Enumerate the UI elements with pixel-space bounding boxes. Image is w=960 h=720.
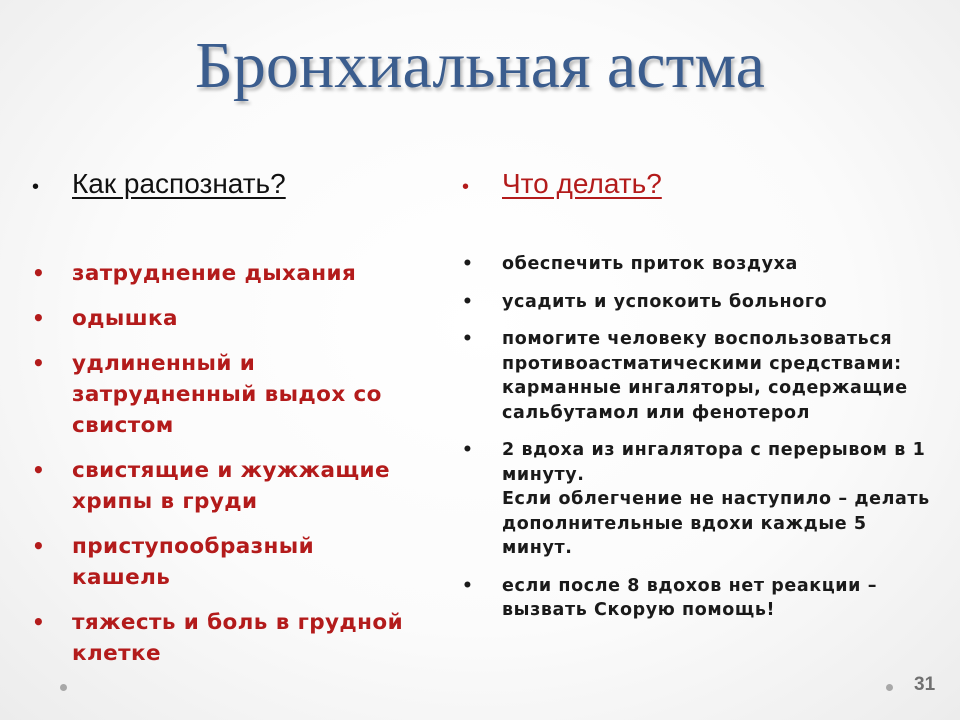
decorative-dot-icon <box>60 684 67 691</box>
list-item <box>32 258 462 289</box>
action-text: усадить и успокоить больного <box>502 291 828 312</box>
bullet-icon: • <box>32 610 46 634</box>
left-heading-text: Как распознать? <box>72 168 286 199</box>
list-item <box>462 574 948 623</box>
symptom-list <box>32 258 462 683</box>
slide-title: Бронхиальная астма <box>195 29 765 102</box>
action-text: 2 вдоха из ингалятора с перерывом в 1 минуту. Если облегчение не наступило – делать дополнительные вдохи каждые 5 минут. <box>502 440 930 558</box>
list-item <box>462 290 948 315</box>
decorative-dot-icon <box>886 684 893 691</box>
bullet-icon: • <box>32 351 46 375</box>
list-item <box>32 531 462 593</box>
symptom-text: приступообразный кашель <box>72 534 315 590</box>
list-item <box>32 607 462 669</box>
list-item <box>32 303 462 334</box>
symptom-text: затруднение дыхания <box>72 261 357 286</box>
symptom-text: свистящие и жужжащие хрипы в груди <box>72 458 390 514</box>
list-item <box>32 348 462 441</box>
bullet-icon: • <box>462 575 474 596</box>
bullet-icon: • <box>32 176 40 198</box>
action-text: если после 8 вдохов нет реакции – вызвать Скорую помощь! <box>502 575 878 620</box>
bullet-icon: • <box>32 534 46 558</box>
bullet-icon: • <box>32 458 46 482</box>
action-text: обеспечить приток воздуха <box>502 254 798 274</box>
list-item <box>462 327 948 425</box>
right-heading <box>462 168 662 200</box>
bullet-icon: • <box>32 306 46 330</box>
slide-number: 31 <box>914 674 936 695</box>
action-list <box>462 252 948 636</box>
bullet-icon: • <box>462 176 470 198</box>
symptom-text: удлиненный и затрудненный выдох со свистом <box>72 351 382 438</box>
list-item <box>462 438 948 561</box>
left-heading <box>32 168 286 200</box>
bullet-icon: • <box>462 254 474 274</box>
right-heading-text: Что делать? <box>502 168 662 199</box>
bullet-icon: • <box>32 261 46 285</box>
bullet-icon: • <box>462 329 474 349</box>
symptom-text: тяжесть и боль в грудной клетке <box>72 610 404 666</box>
bullet-icon: • <box>462 440 474 460</box>
action-text: помогите человеку воспользоваться противоастматическими средствами: карманные ингаляторы, содержащие сальбутамол или фенотерол <box>502 329 908 423</box>
list-item <box>32 455 462 517</box>
bullet-icon: • <box>462 291 474 312</box>
symptom-text: одышка <box>72 306 178 331</box>
list-item <box>462 252 948 277</box>
